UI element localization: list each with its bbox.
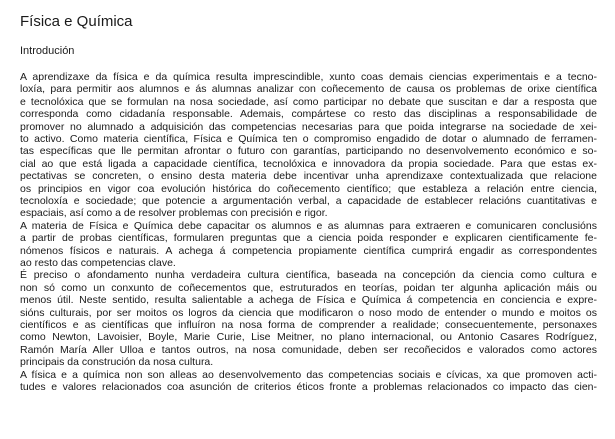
body-text-line: nómenos físicos e naturais. A achega á competencia propiamente científica cumprirá engadir as correspondentes	[20, 244, 597, 257]
body-text-line: A aprendizaxe da física e da química resulta imprescindible, xunto coas demais ciencias experimentais e a tecno-	[20, 71, 597, 83]
body-text-line: A física e a química non son alleas ao desenvolvemento das competencias sociais e cívicas, xa que promoven acti-	[20, 368, 597, 381]
document-title: Física e Química	[20, 13, 133, 30]
body-text-line: espaciais, así como a de resolver problemas con precisión e rigor.	[20, 207, 328, 220]
body-text-line: to activo. Como materia científica, Física e Química ten o compromiso engadido de dotar o alumnado de ferramen-	[20, 133, 597, 145]
body-text-line: como Newton, Lavoisier, Boyle, Marie Curie, Lise Meitner, no plano internacional, ou Antonio Casares Rodríguez,	[20, 331, 597, 344]
body-text-line: tas específicas que lle permitan afrontar o futuro con garantías, participando no desenvolvemento económico e so-	[20, 145, 597, 158]
body-text-line: tudes e valores relacionados coa asunción de criterios éticos fronte a problemas relacionados co impacto das cien-	[20, 381, 597, 393]
body-text-line: sións culturais, por ser moitos os logros da ciencia que modificaron o noso modo de entender o mundo e moitos os	[20, 306, 597, 319]
body-text-line: ao resto das competencias clave.	[20, 257, 176, 269]
body-text-line: a partir de probas científicas, formularen preguntas que a ciencia poida responder e explicaren cientificamente fe-	[20, 232, 597, 245]
body-text-line: pectativas se concreten, o ensino desta materia debe incentivar unha aprendizaxe contextualizada que relacione	[20, 170, 597, 183]
body-text-line: tecnoloxía e sociedade; que potencie a argumentación verbal, a capacidade de establecer relacións cuantitativas e	[20, 195, 597, 207]
body-text-line: cial ao que está ligada a capacidade científica, tecnolóxica e innovadora da propia sociedade. Para que estas ex-	[20, 157, 597, 170]
body-text-line: e tecnolóxica que se formulan na nosa sociedade, así como participar no debate que suscitan e dar a resposta que	[20, 95, 597, 108]
body-text-line: os principios en vigor coa evolución histórica do coñecemento científico; que estableza a relación entre ciencia,	[20, 182, 597, 195]
body-text-line: A materia de Física e Química debe capacitar os alumnos e as alumnas para extraeren e comunicaren conclusións	[20, 219, 597, 232]
body-text-line: loxía, para permitir aos alumnos e ás alumnas analizar con coñecemento de causa os problemas de orixe científica	[20, 83, 597, 96]
body-text-line: corresponda como cidadanía responsable. Ademais, compártese co resto das disciplinas a responsabilidade de	[20, 108, 597, 121]
body-text-line: científicos e as científicas que influíron na nosa forma de comprender a realidade; consecuentemente, personaxes	[20, 319, 597, 331]
body-text-line: non só como un conxunto de coñecementos que, estruturados en teorías, poidan ter algunha aplicación máis ou	[20, 281, 597, 294]
body-text-line: Ramón María Aller Ulloa e tantos outros, na nosa comunidade, deben ser recoñecidos e valorados como actores	[20, 343, 597, 356]
body-text-line: principais da construción da nosa cultura.	[20, 356, 214, 369]
body-text-line: menos útil. Neste sentido, resulta salientable a achega de Física e Química á competencia en conciencia e expre-	[20, 294, 597, 307]
section-heading: Introdución	[20, 45, 75, 57]
body-text-line: promover no alumnado a adquisición das competencias necesarias para que poida integrarse na sociedade de xei-	[20, 120, 597, 133]
body-text-line: É preciso o afondamento nunha verdadeira cultura científica, baseada na concepción da ciencia como cultura e	[20, 269, 597, 282]
